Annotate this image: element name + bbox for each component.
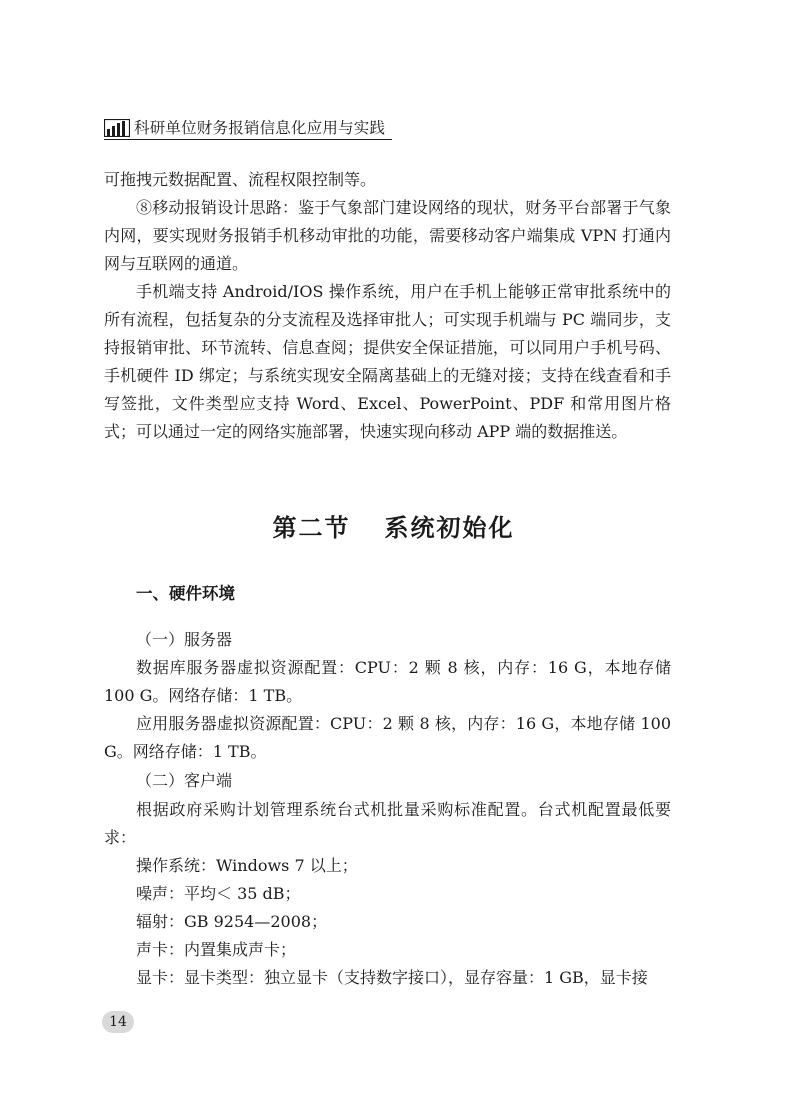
paragraph-mobile-features: 手机端支持 Android/IOS 操作系统，用户在手机上能够正常审批系统中的所有流程，包括复杂的分支流程及选择审批人；可实现手机端与 PC 端同步，支持报销审批、环节流转、信息查阅；提供安全保证措施，可以同用户手机号码、手机硬件 ID 绑定；与系统实现安全隔离基础上的无缝对接；支持在线查看和手写签批，文件类型应支持 Word、Excel、PowerPoint、PDF 和常用图片格式；可以通过一定的网络实施部署，快速实现向移动 APP 端的数据推送。 <box>104 282 671 441</box>
section-title <box>0 508 787 543</box>
paragraph-db-server: 数据库服务器虚拟资源配置：CPU：2 颗 8 核，内存：16 G，本地存储 100 G。网络存储：1 TB。 <box>104 658 671 705</box>
bar-chart-logo-icon <box>104 119 130 137</box>
page-number: 14 <box>102 1011 134 1033</box>
spec-noise: 噪声：平均＜ 35 dB； <box>136 884 301 903</box>
paragraph-app-server: 应用服务器虚拟资源配置：CPU：2 颗 8 核，内存：16 G，本地存储 100 G。网络存储：1 TB。 <box>104 714 671 761</box>
running-header <box>104 117 392 139</box>
book-title: 科研单位财务报销信息化应用与实践 <box>134 119 386 137</box>
spec-os: 操作系统：Windows 7 以上； <box>136 856 358 875</box>
paragraph-continuation: 可拖拽元数据配置、流程权限控制等。 <box>104 170 377 189</box>
heading-client: （二）客户端 <box>136 771 233 790</box>
heading-hardware: 一、硬件环境 <box>136 584 235 603</box>
paragraph-client-intro: 根据政府采购计划管理系统台式机批量采购标准配置。台式机配置最低要求： <box>104 800 671 847</box>
spec-sound-card: 声卡：内置集成声卡； <box>136 940 297 959</box>
spec-radiation: 辐射：GB 9254—2008； <box>136 912 328 931</box>
section-number: 第二节 <box>272 514 351 542</box>
heading-server: （一）服务器 <box>136 630 233 649</box>
spec-graphics-card: 显卡：显卡类型：独立显卡（支持数字接口），显存容量：1 GB，显卡接 <box>136 968 648 987</box>
paragraph-mobile-design: ⑧移动报销设计思路：鉴于气象部门建设网络的现状，财务平台部署于气象内网，要实现财务报销手机移动审批的功能，需要移动客户端集成 VPN 打通内网与互联网的通道。 <box>104 198 671 273</box>
header-rule <box>104 139 392 141</box>
section-name: 系统初始化 <box>384 514 515 542</box>
